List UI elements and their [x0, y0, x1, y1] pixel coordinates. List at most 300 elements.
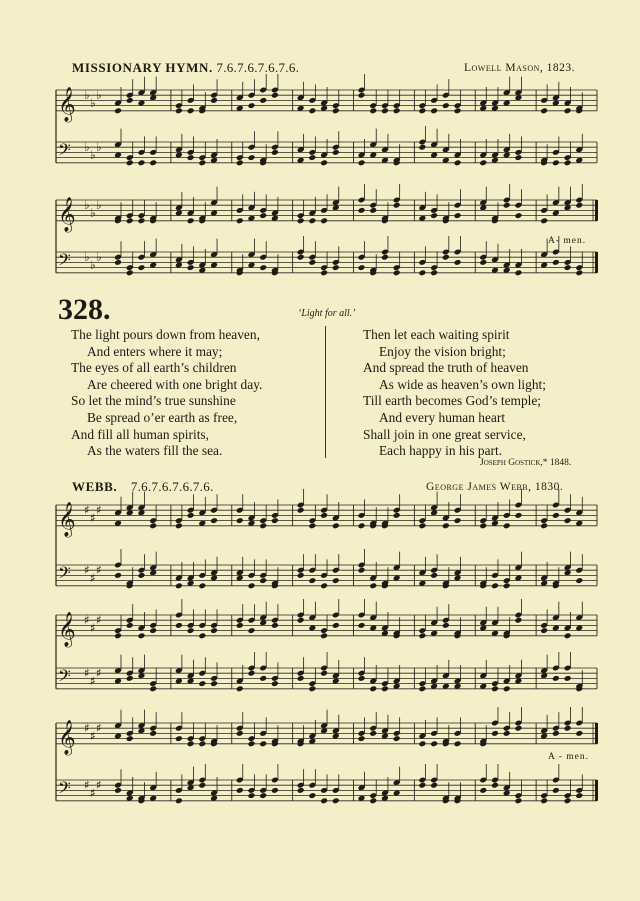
note-head	[454, 569, 462, 576]
note-head	[138, 667, 146, 674]
note-head	[430, 107, 438, 114]
note-head	[210, 517, 218, 524]
note-head	[236, 217, 244, 224]
note-head	[259, 207, 267, 214]
note-head	[503, 630, 511, 637]
note-head	[332, 622, 340, 629]
note-head	[369, 797, 377, 804]
note-head	[442, 582, 450, 589]
note-head	[187, 149, 195, 156]
note-head	[210, 157, 218, 164]
note-head	[320, 582, 328, 589]
note-head	[564, 199, 572, 206]
note-head	[126, 509, 134, 516]
note-head	[175, 622, 183, 629]
note-head	[369, 107, 377, 114]
note-head	[320, 787, 328, 794]
text-author: Joseph Gostick,* 1848.	[480, 458, 572, 468]
note-head	[114, 787, 122, 794]
note-head	[358, 197, 366, 204]
note-head	[564, 204, 572, 211]
note-head	[491, 782, 499, 789]
note-head	[503, 685, 511, 692]
note-head	[248, 735, 256, 742]
note-head	[175, 204, 183, 211]
final-bar	[595, 723, 598, 744]
note-head	[114, 107, 122, 114]
note-head	[358, 784, 366, 791]
note-head	[308, 614, 316, 621]
note-head	[198, 159, 206, 166]
note-head	[430, 269, 438, 276]
note-head	[442, 683, 450, 690]
note-head	[491, 215, 499, 222]
note-head	[308, 577, 316, 584]
verse-line: As wide as heaven’s own light;	[379, 376, 546, 392]
note-head	[454, 730, 462, 737]
note-head	[540, 727, 548, 734]
note-head	[138, 672, 146, 679]
note-head	[418, 102, 426, 109]
flat-sign: ♭	[84, 250, 90, 265]
final-bar	[595, 780, 598, 801]
note-head	[503, 784, 511, 791]
verse-line: And fill all human spirits,	[71, 426, 209, 442]
note-head	[149, 217, 157, 224]
note-head	[369, 152, 377, 159]
note-head	[187, 678, 195, 685]
note-head	[175, 797, 183, 804]
note-head	[126, 617, 134, 624]
note-head	[138, 722, 146, 729]
final-bar	[595, 200, 598, 221]
note-head	[198, 154, 206, 161]
note-head	[175, 210, 183, 217]
note-head	[149, 251, 157, 258]
amen-label: A- men.	[548, 236, 587, 246]
note-head	[564, 675, 572, 682]
note-head	[320, 797, 328, 804]
note-head	[320, 665, 328, 672]
note-head	[514, 797, 522, 804]
note-head	[381, 249, 389, 256]
note-head	[552, 675, 560, 682]
treble-clef: 𝄞	[58, 196, 76, 232]
flat-sign: ♭	[96, 88, 102, 103]
note-head	[198, 782, 206, 789]
flat-sign: ♭	[84, 88, 90, 103]
note-head	[369, 102, 377, 109]
note-head	[198, 107, 206, 114]
note-head	[418, 680, 426, 687]
note-head	[126, 504, 134, 511]
note-head	[114, 254, 122, 261]
note-head	[479, 522, 487, 529]
note-head	[442, 215, 450, 222]
note-head	[540, 575, 548, 582]
note-head	[198, 582, 206, 589]
note-head	[503, 152, 511, 159]
note-head	[126, 790, 134, 797]
note-head	[430, 207, 438, 214]
note-head	[575, 509, 583, 516]
note-head	[575, 105, 583, 112]
note-head	[564, 665, 572, 672]
note-head	[248, 251, 256, 258]
note-head	[236, 517, 244, 524]
note-head	[381, 146, 389, 153]
note-head	[248, 154, 256, 161]
note-head	[479, 619, 487, 626]
verse-line: The eyes of all earth’s children	[71, 360, 237, 376]
note-head	[271, 92, 279, 99]
note-head	[308, 254, 316, 261]
note-head	[393, 157, 401, 164]
flat-sign: ♭	[90, 206, 96, 220]
note-head	[259, 740, 267, 747]
note-head	[236, 622, 244, 629]
flat-sign: ♭	[96, 250, 102, 265]
note-head	[175, 522, 183, 529]
note-head	[332, 672, 340, 679]
note-head	[514, 725, 522, 732]
note-head	[114, 733, 122, 740]
note-head	[540, 159, 548, 166]
note-head	[248, 204, 256, 211]
verse-line: Till earth becomes God’s temple;	[363, 393, 542, 409]
note-head	[149, 94, 157, 101]
note-head	[552, 149, 560, 156]
note-head	[297, 740, 305, 747]
note-head	[126, 735, 134, 742]
note-head	[381, 630, 389, 637]
note-head	[320, 627, 328, 634]
note-head	[552, 580, 560, 587]
note-head	[210, 97, 218, 104]
note-head	[540, 522, 548, 529]
note-head	[236, 787, 244, 794]
note-head	[575, 730, 583, 737]
note-head	[564, 517, 572, 524]
note-head	[418, 777, 426, 784]
verse-line: And enters where it may;	[87, 343, 223, 359]
note-head	[454, 630, 462, 637]
note-head	[332, 797, 340, 804]
note-head	[138, 159, 146, 166]
note-head	[126, 622, 134, 629]
note-head	[187, 259, 195, 266]
note-head	[418, 139, 426, 146]
note-head	[418, 740, 426, 747]
note-head	[393, 730, 401, 737]
note-head	[248, 665, 256, 672]
note-head	[393, 102, 401, 109]
note-head	[503, 790, 511, 797]
note-head	[514, 89, 522, 96]
note-head	[271, 738, 279, 745]
note-head	[381, 217, 389, 224]
note-head	[149, 215, 157, 222]
note-head	[271, 269, 279, 276]
note-head	[381, 790, 389, 797]
note-head	[442, 797, 450, 804]
note-head	[564, 107, 572, 114]
note-head	[514, 575, 522, 582]
note-head	[552, 159, 560, 166]
note-head	[271, 215, 279, 222]
note-head	[381, 582, 389, 589]
note-head	[442, 157, 450, 164]
sharp-sign: ♯	[96, 563, 102, 578]
note-head	[138, 625, 146, 632]
note-head	[187, 210, 195, 217]
note-head	[418, 685, 426, 692]
note-head	[320, 507, 328, 514]
note-head	[149, 622, 157, 629]
note-head	[271, 680, 279, 687]
note-head	[308, 625, 316, 632]
note-head	[393, 159, 401, 166]
note-head	[187, 107, 195, 114]
note-head	[564, 259, 572, 266]
note-head	[149, 569, 157, 576]
note-head	[187, 580, 195, 587]
note-head	[552, 725, 560, 732]
note-head	[297, 217, 305, 224]
note-head	[259, 730, 267, 737]
note-head	[358, 92, 366, 99]
note-head	[514, 149, 522, 156]
note-head	[126, 159, 134, 166]
note-head	[332, 577, 340, 584]
note-head	[381, 102, 389, 109]
note-head	[381, 215, 389, 222]
note-head	[430, 782, 438, 789]
note-head	[114, 627, 122, 634]
note-head	[369, 522, 377, 529]
note-head	[297, 612, 305, 619]
note-head	[430, 630, 438, 637]
note-head	[552, 199, 560, 206]
note-head	[187, 507, 195, 514]
note-head	[358, 735, 366, 742]
note-head	[491, 100, 499, 107]
note-head	[138, 100, 146, 107]
note-head	[479, 159, 487, 166]
note-head	[210, 251, 218, 258]
note-head	[491, 680, 499, 687]
note-head	[540, 580, 548, 587]
note-head	[418, 107, 426, 114]
note-head	[491, 619, 499, 626]
note-head	[332, 102, 340, 109]
note-head	[393, 735, 401, 742]
sharp-sign: ♯	[84, 563, 90, 578]
note-head	[491, 105, 499, 112]
note-head	[381, 580, 389, 587]
note-head	[564, 569, 572, 576]
note-head	[236, 94, 244, 101]
note-head	[575, 146, 583, 153]
note-head	[442, 102, 450, 109]
note-head	[358, 562, 366, 569]
note-head	[358, 795, 366, 802]
note-head	[393, 632, 401, 639]
note-head	[126, 582, 134, 589]
note-head	[454, 517, 462, 524]
note-head	[259, 792, 267, 799]
note-head	[564, 625, 572, 632]
note-head	[259, 157, 267, 164]
note-head	[540, 217, 548, 224]
note-head	[540, 672, 548, 679]
note-head	[126, 269, 134, 276]
note-head	[358, 254, 366, 261]
note-head	[149, 149, 157, 156]
note-head	[393, 575, 401, 582]
note-head	[114, 509, 122, 516]
note-head	[575, 269, 583, 276]
note-head	[175, 256, 183, 263]
note-head	[297, 572, 305, 579]
note-head	[210, 507, 218, 514]
treble-clef: 𝄞	[58, 611, 76, 647]
note-head	[552, 512, 560, 519]
note-head	[552, 787, 560, 794]
note-head	[175, 787, 183, 794]
sharp-sign: ♯	[84, 503, 90, 518]
note-head	[138, 797, 146, 804]
note-head	[479, 625, 487, 632]
note-head	[210, 790, 218, 797]
note-head	[418, 269, 426, 276]
note-head	[126, 154, 134, 161]
note-head	[552, 582, 560, 589]
note-head	[491, 515, 499, 522]
note-head	[138, 254, 146, 261]
note-head	[540, 797, 548, 804]
note-head	[503, 100, 511, 107]
note-head	[454, 259, 462, 266]
note-head	[210, 740, 218, 747]
note-head	[491, 572, 499, 579]
note-head	[114, 141, 122, 148]
note-head	[552, 94, 560, 101]
note-head	[430, 97, 438, 104]
note-head	[187, 784, 195, 791]
note-head	[332, 733, 340, 740]
note-head	[198, 105, 206, 112]
note-head	[114, 722, 122, 729]
note-head	[454, 202, 462, 209]
note-head	[442, 522, 450, 529]
note-head	[503, 267, 511, 274]
note-head	[175, 102, 183, 109]
note-head	[418, 144, 426, 151]
note-head	[248, 582, 256, 589]
note-head	[198, 267, 206, 274]
sharp-sign: ♯	[96, 503, 102, 518]
note-head	[114, 152, 122, 159]
note-head	[393, 678, 401, 685]
note-head	[236, 569, 244, 576]
note-head	[187, 735, 195, 742]
note-head	[320, 670, 328, 677]
note-head	[248, 515, 256, 522]
note-head	[297, 254, 305, 261]
note-head	[540, 733, 548, 740]
note-head	[236, 685, 244, 692]
note-head	[114, 520, 122, 527]
note-head	[198, 572, 206, 579]
note-head	[126, 795, 134, 802]
note-head	[248, 215, 256, 222]
note-head	[418, 259, 426, 266]
note-head	[479, 777, 487, 784]
note-head	[442, 515, 450, 522]
note-head	[430, 678, 438, 685]
note-head	[210, 795, 218, 802]
note-head	[454, 159, 462, 166]
note-head	[369, 582, 377, 589]
note-head	[320, 100, 328, 107]
sharp-sign: ♯	[96, 721, 102, 736]
note-head	[552, 614, 560, 621]
note-head	[320, 217, 328, 224]
note-head	[149, 564, 157, 571]
note-head	[503, 582, 511, 589]
note-head	[418, 627, 426, 634]
note-head	[358, 730, 366, 737]
note-head	[149, 627, 157, 634]
note-head	[297, 617, 305, 624]
note-head	[114, 562, 122, 569]
note-head	[308, 685, 316, 692]
note-head	[271, 580, 279, 587]
treble-clef: 𝄞	[58, 86, 76, 122]
note-head	[514, 617, 522, 624]
note-head	[442, 217, 450, 224]
verse-line: As the waters fill the sea.	[87, 443, 223, 459]
note-head	[442, 254, 450, 261]
note-head	[259, 572, 267, 579]
sharp-sign: ♯	[90, 571, 96, 585]
note-head	[114, 572, 122, 579]
note-head	[430, 777, 438, 784]
note-head	[126, 217, 134, 224]
note-head	[442, 795, 450, 802]
note-head	[259, 614, 267, 621]
sharp-sign: ♯	[90, 511, 96, 525]
note-head	[430, 152, 438, 159]
note-head	[479, 580, 487, 587]
note-head	[418, 215, 426, 222]
note-head	[479, 740, 487, 747]
flat-sign: ♭	[96, 140, 102, 155]
note-head	[418, 204, 426, 211]
note-head	[503, 632, 511, 639]
note-head	[198, 262, 206, 269]
note-head	[491, 730, 499, 737]
note-head	[564, 507, 572, 514]
note-head	[236, 154, 244, 161]
flat-sign: ♭	[84, 198, 90, 213]
note-head	[297, 670, 305, 677]
note-head	[369, 625, 377, 632]
note-head	[297, 249, 305, 256]
note-head	[503, 89, 511, 96]
note-head	[271, 622, 279, 629]
